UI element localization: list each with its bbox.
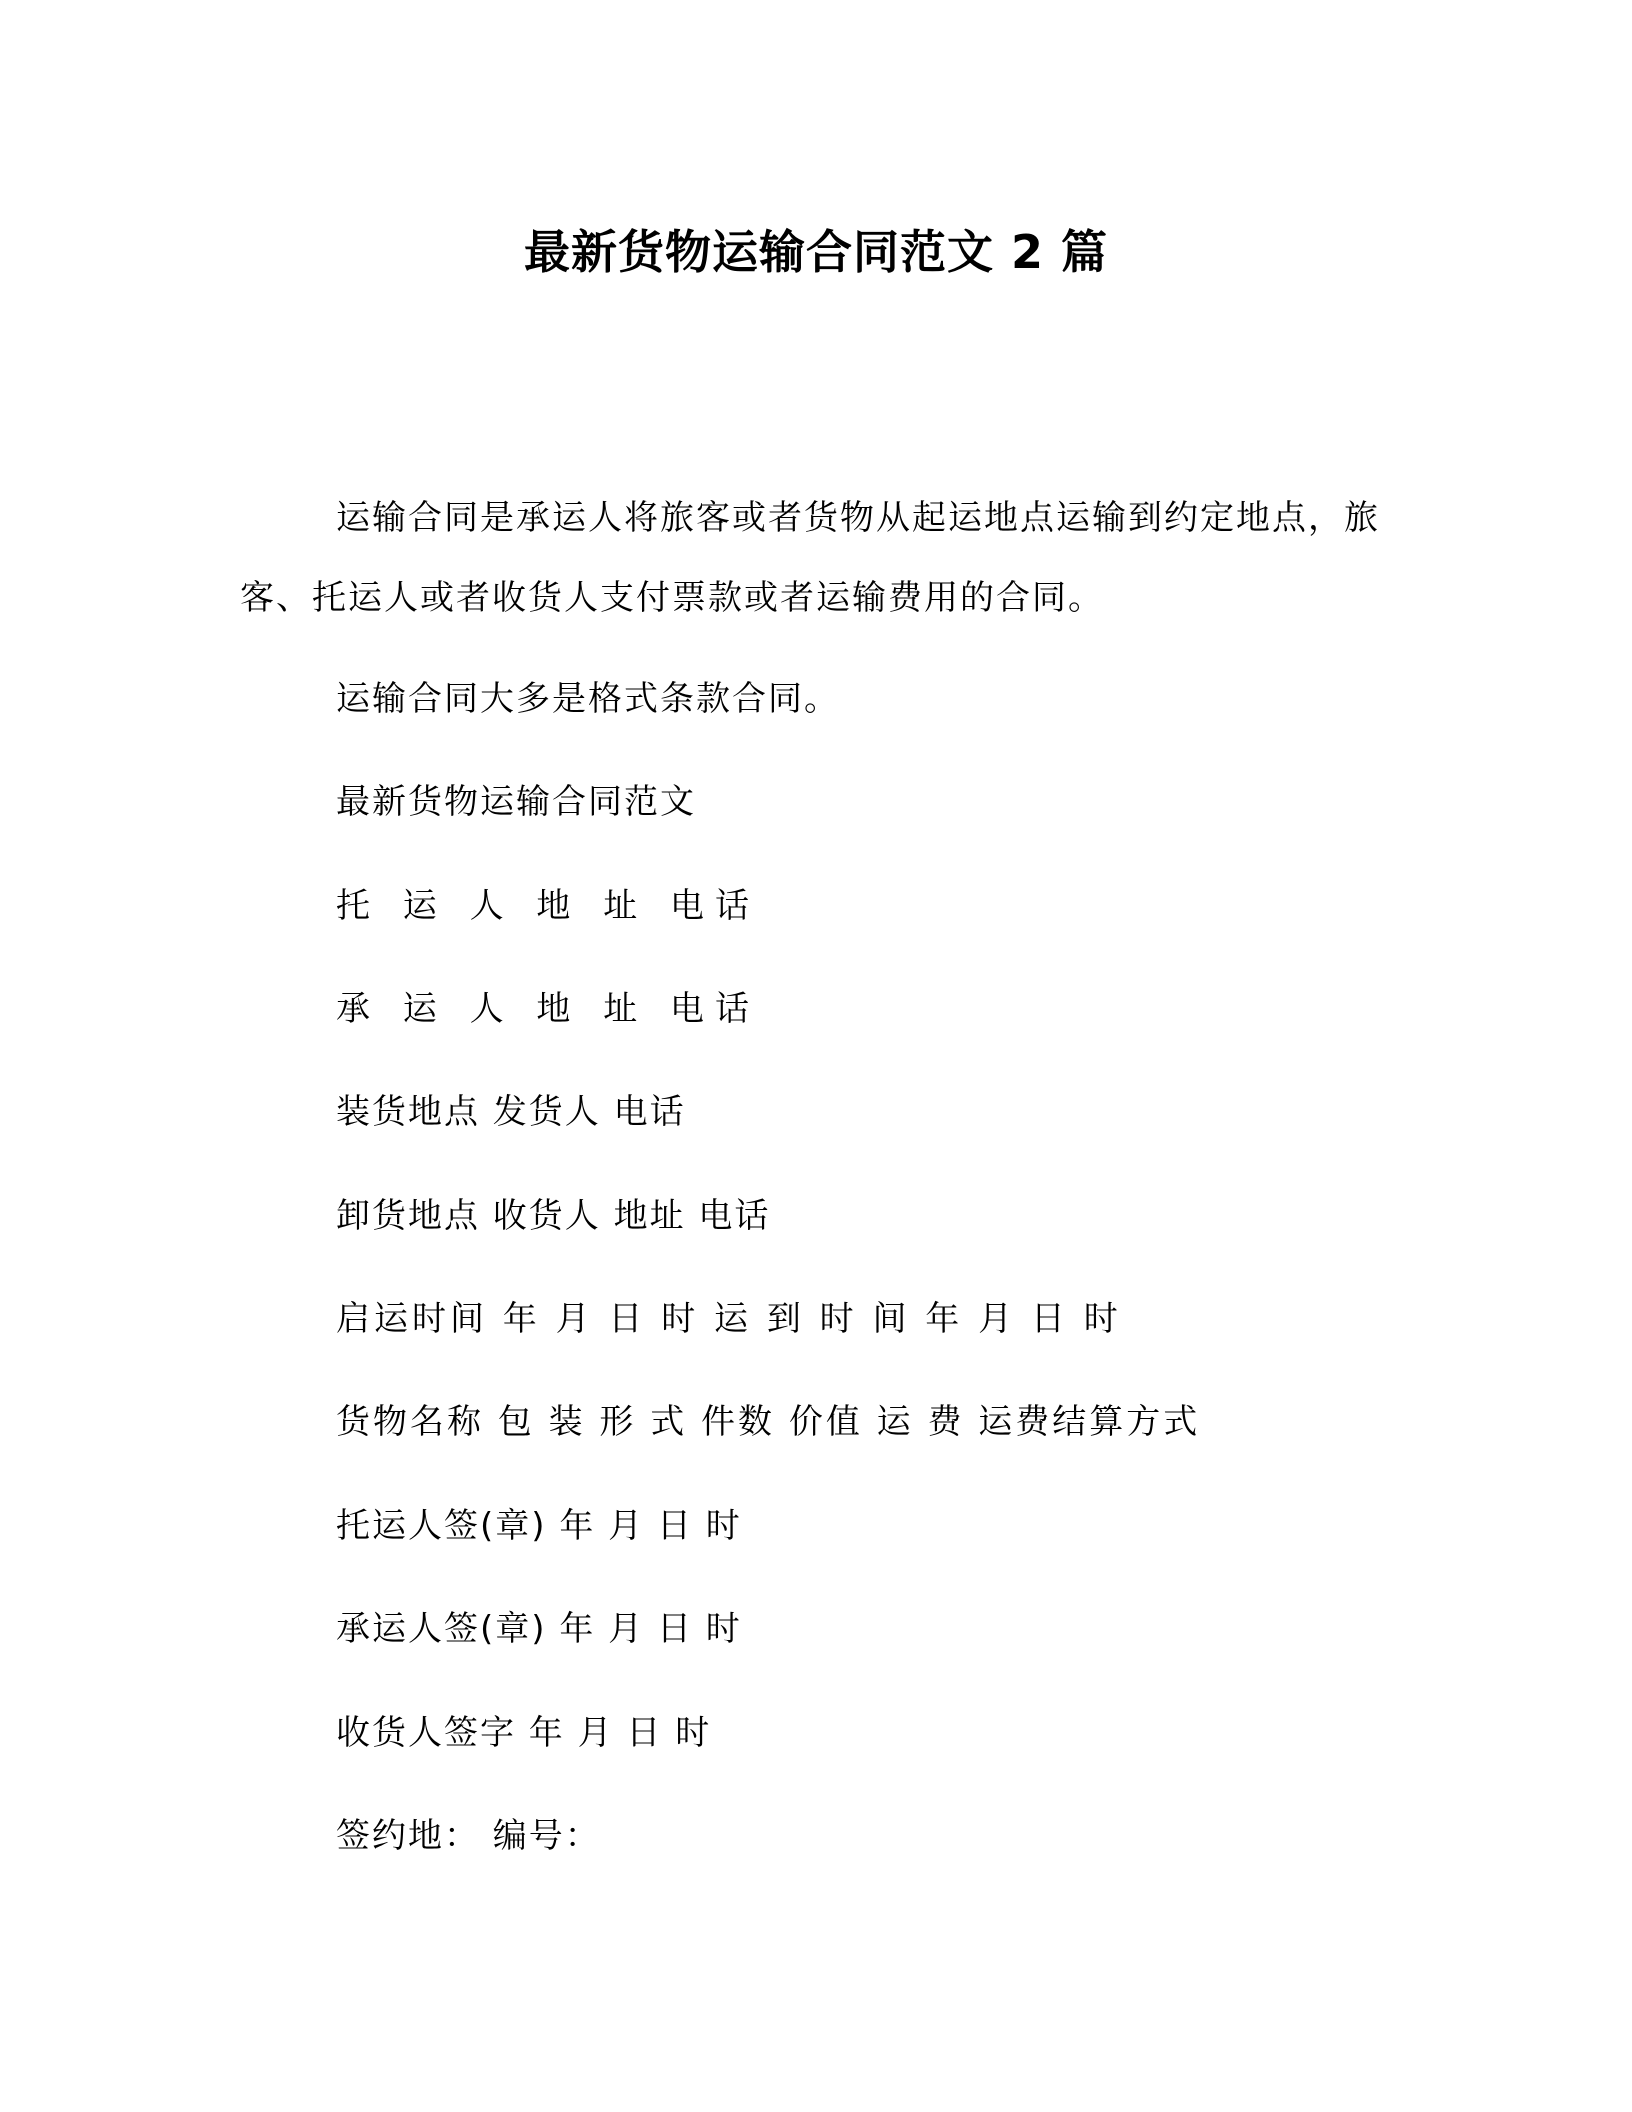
goods-line: 货物名称 包 装 形 式 件数 价值 运 费 运费结算方式 (336, 1402, 1201, 1442)
shipper-line: 托 运 人 地 址 电话 (336, 886, 761, 926)
format-clause-line: 运输合同大多是格式条款合同。 (336, 679, 840, 719)
subtitle-line: 最新货物运输合同范文 (336, 782, 696, 822)
carrier-line: 承 运 人 地 址 电话 (336, 989, 761, 1029)
loading-line: 装货地点 发货人 电话 (336, 1092, 686, 1132)
unloading-line: 卸货地点 收货人 地址 电话 (336, 1196, 771, 1236)
intro-paragraph: 运输合同是承运人将旅客或者货物从起运地点运输到约定地点，旅客、托运人或者收货人支付票款或者运输费用的合同。 (240, 498, 1380, 618)
carrier-sign-line: 承运人签(章) 年 月 日 时 (336, 1609, 742, 1649)
document-title: 最新货物运输合同范文 2 篇 (523, 225, 1109, 279)
shipper-sign-line: 托运人签(章) 年 月 日 时 (336, 1506, 742, 1546)
times-line: 启运时间 年 月 日 时 运 到 时 间 年 月 日 时 (336, 1299, 1122, 1339)
consignee-sign-line: 收货人签字 年 月 日 时 (336, 1713, 712, 1753)
place-number-line: 签约地： 编号： (336, 1816, 601, 1856)
